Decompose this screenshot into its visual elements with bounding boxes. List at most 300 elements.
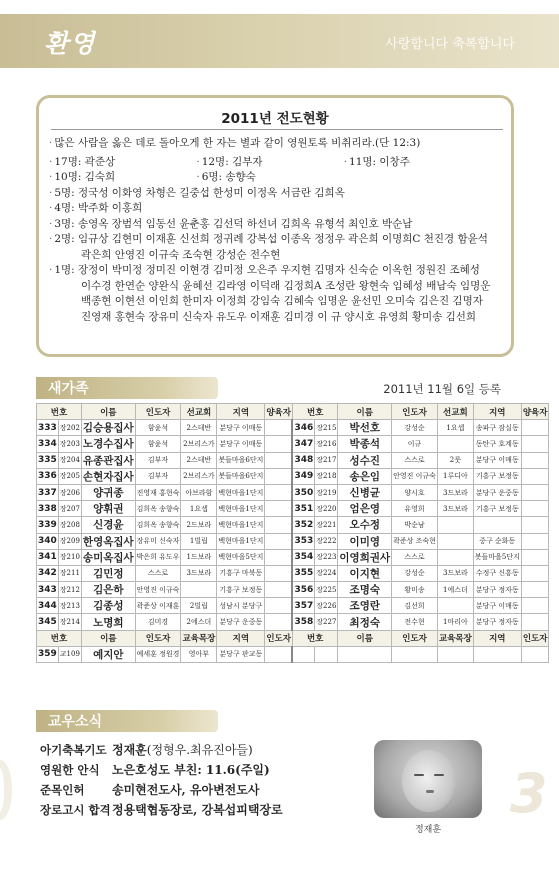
news-label: 아기축복기도 <box>40 743 107 757</box>
cell-caretaker <box>265 565 293 581</box>
col-header: 인도자 <box>392 404 438 420</box>
cell-guide: 김희옥 송향숙 <box>135 517 181 533</box>
cell-number: 338 <box>37 501 59 517</box>
cell-region: 봇들마을6단지 <box>217 468 265 484</box>
cell-name: 송은임 <box>338 468 392 484</box>
table-row <box>37 468 549 484</box>
ranking-row-2 <box>49 170 505 186</box>
table-header-row <box>37 630 549 646</box>
title-divider <box>51 129 503 130</box>
bullet-icon: · <box>49 264 53 276</box>
cell-guide: 곽준상 이재훈 <box>135 598 181 614</box>
bullet-icon: · <box>49 186 53 199</box>
ranking-line <box>49 263 505 279</box>
cell-caretaker <box>521 468 549 484</box>
cell-code: 장222 <box>315 533 338 549</box>
cell-caretaker <box>265 517 293 533</box>
cell-code: 장220 <box>315 501 338 517</box>
cell-number: 342 <box>37 565 59 581</box>
ranking-line <box>49 310 505 326</box>
cell-code: 장227 <box>315 614 338 630</box>
table-row <box>37 484 549 500</box>
photo-caption: 정재훈 <box>414 825 442 835</box>
table-row <box>37 501 549 517</box>
cell-number: 359 <box>37 646 59 662</box>
col-header: 이름 <box>338 630 392 646</box>
cell-guide: 함윤석 <box>135 436 181 452</box>
cell-group <box>181 582 217 598</box>
cell-number: 347 <box>292 436 314 452</box>
col-header: 이름 <box>81 630 135 646</box>
cell-code: 장225 <box>315 582 338 598</box>
cell-group: 2드보라 <box>181 517 217 533</box>
cell-guide: 스스로 <box>392 549 438 565</box>
cell-caretaker <box>521 452 549 468</box>
evangelism-content <box>49 136 505 325</box>
cell-group: 1요셉 <box>181 501 217 517</box>
col-header: 선교회 <box>181 404 217 420</box>
cell-number: 339 <box>37 517 59 533</box>
cell-caretaker <box>521 420 549 436</box>
cell-group: 2브리스가 <box>181 436 217 452</box>
cell-group: 2스데반 <box>181 452 217 468</box>
cell-region: 기흥구 마북동 <box>217 565 265 581</box>
cell-code: 장217 <box>315 452 338 468</box>
cell-empty <box>338 646 392 662</box>
cell-region: 봇들마을5단지 <box>473 549 521 565</box>
cell-caretaker <box>521 436 549 452</box>
cell-code: 장211 <box>58 565 81 581</box>
col-header: 인도자 <box>265 630 293 646</box>
col-header: 번호 <box>292 404 337 420</box>
header-slogan: 사랑합니다 축복합니다 <box>385 37 515 52</box>
bullet-icon: · <box>49 137 53 149</box>
cell-guide: 곽준상 조숙현 <box>392 533 438 549</box>
cell-guide: 박은희 유도우 <box>135 549 181 565</box>
cell-guide: 황미송 <box>392 582 438 598</box>
cell-caretaker <box>521 517 549 533</box>
cell-caretaker <box>265 484 293 500</box>
ranking-line <box>49 232 505 248</box>
col-header: 인도자 <box>521 630 549 646</box>
ranking-line <box>49 248 505 264</box>
cell-name: 성수진 <box>338 452 392 468</box>
news-value: 노은호성도 부친: 11.6(주일) <box>112 763 270 777</box>
cell-caretaker <box>521 565 549 581</box>
col-header: 번호 <box>37 404 82 420</box>
page-number-decoration <box>0 760 12 820</box>
cell-name: 양휘권 <box>81 501 135 517</box>
cell-region <box>473 517 521 533</box>
mouth-shape <box>426 790 434 793</box>
table-row <box>37 436 549 452</box>
cell-guide: 안영진 이규숙 <box>135 582 181 598</box>
cell-caretaker <box>521 549 549 565</box>
cell-caretaker <box>265 501 293 517</box>
table-body <box>37 420 549 630</box>
cell-caretaker <box>521 614 549 630</box>
table-row <box>37 565 549 581</box>
cell-name: 예지안 <box>81 646 135 662</box>
cell-guide: 장유미 신숙자 <box>135 533 181 549</box>
news-list <box>40 740 283 820</box>
bullet-icon: · <box>49 233 53 245</box>
bullet-icon: · <box>49 217 53 230</box>
cell-name: 김은하 <box>81 582 135 598</box>
cell-name: 최정숙 <box>338 614 392 630</box>
ranking-line-text: 진영재 홍현숙 장유미 신숙자 유도우 이재훈 김미경 이 규 양시호 유영희 황미송 김선희 <box>81 310 477 323</box>
ranking-line-text: 5명: 정국성 이화영 차형은 길중섭 한성미 이정옥 서금란 김희옥 <box>54 186 345 199</box>
cell-name: 조명숙 <box>338 582 392 598</box>
cell-empty <box>521 646 549 662</box>
cell-guide: 양시호 <box>392 484 438 500</box>
col-header: 교육목장 <box>181 630 217 646</box>
news-label: 장로고시 합격 <box>40 803 111 817</box>
cell-number: 354 <box>292 549 314 565</box>
news-item <box>40 780 283 800</box>
cell-region: 분당구 이매동 <box>217 436 265 452</box>
cell-group: 아브라함 <box>181 484 217 500</box>
baby-photo <box>374 740 482 818</box>
bullet-icon: · <box>49 202 53 214</box>
news-value: 송미현전도사, 유아변전도사 <box>112 783 260 797</box>
news-value: 정용택협동장로, 강복섭피택장로 <box>112 803 283 817</box>
cell-number: 357 <box>292 598 314 614</box>
cell-group <box>437 549 473 565</box>
cell-number: 355 <box>292 565 314 581</box>
bullet-icon: · <box>343 155 348 168</box>
cell-caretaker <box>521 484 549 500</box>
cell-caretaker <box>265 598 293 614</box>
cell-guide: 스스로 <box>392 452 438 468</box>
cell-group: 3드보라 <box>181 565 217 581</box>
news-label: 준목인허 <box>40 783 85 797</box>
cell-number: 333 <box>37 420 59 436</box>
table-header-row <box>37 404 549 420</box>
cell-number: 350 <box>292 484 314 500</box>
cell-code: 장212 <box>58 582 81 598</box>
col-header: 선교회 <box>437 404 473 420</box>
cell-guide: 김미경 <box>135 614 181 630</box>
page-title: 환영 <box>44 29 97 58</box>
cell-caretaker <box>265 614 293 630</box>
table-row <box>37 614 549 630</box>
ranking-line <box>49 279 505 295</box>
cell-caretaker <box>265 468 293 484</box>
cell-code: 장226 <box>315 598 338 614</box>
col-header: 양육자 <box>521 404 549 420</box>
bullet-icon: · <box>49 171 53 183</box>
table-row <box>37 549 549 565</box>
ranking-line <box>49 186 505 202</box>
cell-code: 장216 <box>315 436 338 452</box>
new-family-section-bar <box>36 377 218 399</box>
cell-region: 봇들마을6단지 <box>217 452 265 468</box>
news-section-bar <box>36 710 218 732</box>
cell-name: 김민정 <box>81 565 135 581</box>
cell-number: 348 <box>292 452 314 468</box>
cell-name: 박종석 <box>338 436 392 452</box>
cell-caretaker <box>521 501 549 517</box>
cell-caretaker <box>265 436 293 452</box>
table-row <box>37 420 549 436</box>
bullet-icon: · <box>196 171 200 183</box>
ranking-line-text: 2명: 임규상 김현미 이재훈 신선희 정귀례 강복섭 이종옥 정정우 곽은희 이명희C 천진경 함윤석 <box>54 233 488 245</box>
page-number: 3 <box>510 762 548 825</box>
cell-caretaker <box>521 533 549 549</box>
ranking-line-text: 이수경 한연순 양완식 윤혜선 김라영 이덕래 김정희A 조성란 왕현숙 임혜성 배남숙 임명운 <box>81 279 491 292</box>
cell-group: 3드보라 <box>437 565 473 581</box>
cell-group: 영아부 <box>181 646 217 662</box>
cell-region: 분당구 이매동 <box>473 598 521 614</box>
cell-group <box>437 517 473 533</box>
cell-group: 1요셉 <box>437 420 473 436</box>
table-row <box>37 452 549 468</box>
cell-region: 분당구 정자동 <box>473 582 521 598</box>
cell-code: 교109 <box>58 646 81 662</box>
news-label: 영원한 안식 <box>40 763 100 777</box>
col-header: 지역 <box>217 404 265 420</box>
cell-group: 1에스더 <box>437 582 473 598</box>
cell-code: 장202 <box>58 420 81 436</box>
cell-guide: 박순남 <box>392 517 438 533</box>
cell-name: 한영옥집사 <box>81 533 135 549</box>
news-sub: (정형우.최유진아들) <box>146 743 253 757</box>
cell-region: 백현마을1단지 <box>217 517 265 533</box>
cell-caretaker <box>521 598 549 614</box>
evangelism-box <box>36 95 514 357</box>
cell-code: 장221 <box>315 517 338 533</box>
cell-name: 양귀종 <box>81 484 135 500</box>
cell-region: 분당구 판교동 <box>217 646 265 662</box>
cell-code: 장206 <box>58 484 81 500</box>
cell-number: 351 <box>292 501 314 517</box>
ranking-line-text: 백종현 이현선 이인희 한미자 이정희 강임숙 김혜숙 임명운 윤선민 오미숙 김은진 김명자 <box>81 295 483 307</box>
news-item <box>40 800 283 820</box>
cell-code: 장209 <box>58 533 81 549</box>
cell-region: 기흥구 보정동 <box>473 468 521 484</box>
cell-number: 336 <box>37 468 59 484</box>
cell-number: 340 <box>37 533 59 549</box>
cell-region: 송파구 잠실동 <box>473 420 521 436</box>
ranking-line-text: 3명: 송영옥 장범석 임동선 윤춘홍 김선덕 하선녀 김희옥 유형석 최인호 박순남 <box>54 217 413 230</box>
cell-code: 장218 <box>315 468 338 484</box>
cell-empty <box>315 646 338 662</box>
cell-guide: 스스로 <box>135 565 181 581</box>
cell-name: 노명희 <box>81 614 135 630</box>
cell-name: 손현자집사 <box>81 468 135 484</box>
cell-caretaker <box>521 582 549 598</box>
cell-region: 백현마을1단지 <box>217 533 265 549</box>
verse-row <box>49 136 505 152</box>
cell-number: 343 <box>37 582 59 598</box>
ranking-entry: 17명: 곽준상 <box>54 155 116 168</box>
cell-group: 1루디아 <box>437 468 473 484</box>
cell-group: 3드보라 <box>437 484 473 500</box>
cell-caretaker <box>265 452 293 468</box>
ranking-line <box>49 294 505 310</box>
cell-number: 345 <box>37 614 59 630</box>
cell-caretaker <box>265 549 293 565</box>
cell-code: 장224 <box>315 565 338 581</box>
cell-group: 2브리스가 <box>181 468 217 484</box>
cell-region: 중구 순화동 <box>473 533 521 549</box>
ranking-line-text: 곽은희 안영진 이규숙 조숙현 강성순 전수현 <box>81 248 281 261</box>
news-value: 정재훈 <box>112 743 147 757</box>
news-item <box>40 740 283 760</box>
cell-group: 2스데반 <box>181 420 217 436</box>
cell-guide: 전수현 <box>392 614 438 630</box>
cell-code: 장210 <box>58 549 81 565</box>
cell-code: 장205 <box>58 468 81 484</box>
table-row <box>37 598 549 614</box>
cell-caretaker <box>265 582 293 598</box>
cell-region: 수정구 신흥동 <box>473 565 521 581</box>
cell-region: 분당구 이매동 <box>217 420 265 436</box>
ranking-line <box>49 217 505 233</box>
section-title: 교우소식 <box>48 714 103 730</box>
ranking-entry: 11명: 이창주 <box>349 155 410 168</box>
col-header: 번호 <box>292 630 337 646</box>
cell-number: 349 <box>292 468 314 484</box>
bullet-icon: · <box>196 155 200 168</box>
col-header: 지역 <box>473 630 521 646</box>
cell-group <box>437 436 473 452</box>
cell-guide: 김희옥 송향숙 <box>135 501 181 517</box>
cell-group: 1마리아 <box>437 614 473 630</box>
cell-group: 2에스더 <box>181 614 217 630</box>
cell-name: 유종관집사 <box>81 452 135 468</box>
col-header: 인도자 <box>135 404 181 420</box>
cell-region: 분당구 이매동 <box>473 452 521 468</box>
cell-region: 백현마을1단지 <box>217 484 265 500</box>
cell-group: 1빌립 <box>181 533 217 549</box>
cell-caretaker <box>265 420 293 436</box>
col-header: 양육자 <box>265 404 293 420</box>
cell-number: 356 <box>292 582 314 598</box>
cell-number: 346 <box>292 420 314 436</box>
col-header: 인도자 <box>392 630 438 646</box>
cell-region: 성남시 분당구 <box>217 598 265 614</box>
cell-empty <box>473 646 521 662</box>
col-header: 교육목장 <box>437 630 473 646</box>
cell-name: 이영희권사 <box>338 549 392 565</box>
cell-name: 엄은영 <box>338 501 392 517</box>
cell-caretaker <box>265 533 293 549</box>
cell-region: 기흥구 보정동 <box>217 582 265 598</box>
cell-guide: 이규 <box>392 436 438 452</box>
col-header: 지역 <box>473 404 521 420</box>
cell-guide: 김선희 <box>392 598 438 614</box>
ranking-line <box>49 201 505 217</box>
table-row <box>37 517 549 533</box>
cell-group <box>437 533 473 549</box>
cell-guide: 진영재 홍현숙 <box>135 484 181 500</box>
cell-guide: 강성순 <box>392 420 438 436</box>
cell-code: 장213 <box>58 598 81 614</box>
cell-number: 344 <box>37 598 59 614</box>
cell-empty <box>292 646 314 662</box>
cell-region: 분당구 운중동 <box>217 614 265 630</box>
cell-name: 신경윤 <box>81 517 135 533</box>
cell-group: 2빌립 <box>181 598 217 614</box>
table-row <box>37 582 549 598</box>
cell-name: 신병균 <box>338 484 392 500</box>
news-item <box>40 760 283 780</box>
verse-text: 많은 사람을 옳은 데로 돌아오게 한 자는 별과 같이 영원토록 비취리라.(단 12:3) <box>54 137 421 149</box>
cell-name: 김종성 <box>81 598 135 614</box>
cell-guide: 예세훈 정원경 <box>135 646 181 662</box>
registration-date: 2011년 11월 6일 등록 <box>383 382 501 396</box>
cell-number: 352 <box>292 517 314 533</box>
cell-region: 동탄구 호계동 <box>473 436 521 452</box>
cell-name: 이지현 <box>338 565 392 581</box>
cell-region: 백현마을5단지 <box>217 549 265 565</box>
evangelism-title: 2011년 전도현황 <box>221 111 329 127</box>
cell-code: 장215 <box>315 420 338 436</box>
cell-region: 백현마을1단지 <box>217 501 265 517</box>
header-band <box>0 14 559 68</box>
cell-name: 김승용집사 <box>81 420 135 436</box>
cell-empty <box>437 646 473 662</box>
cell-number: 335 <box>37 452 59 468</box>
eye-shape <box>434 774 444 776</box>
cell-region: 분당구 정자동 <box>473 614 521 630</box>
col-header: 이름 <box>338 404 392 420</box>
cell-code: 장203 <box>58 436 81 452</box>
ranking-entry: 6명: 송향숙 <box>201 171 256 183</box>
ranking-entry: 10명: 김숙희 <box>54 171 116 183</box>
eye-shape <box>414 774 424 776</box>
cell-name: 이미영 <box>338 533 392 549</box>
col-header: 번호 <box>37 630 82 646</box>
baby-face <box>402 750 456 812</box>
cell-guide: 김부자 <box>135 452 181 468</box>
cell-guide: 유영희 <box>392 501 438 517</box>
cell-group <box>437 598 473 614</box>
section-title: 새가족 <box>48 381 89 397</box>
cell-name: 오수정 <box>338 517 392 533</box>
cell-number: 341 <box>37 549 59 565</box>
ranking-line-text: 1명: 장정이 박미정 정미진 이현경 김미정 오은주 우지현 김명자 신숙순 이옥헌 정원진 조혜성 <box>54 264 480 276</box>
col-header: 인도자 <box>135 630 181 646</box>
cell-group: 3드보라 <box>437 501 473 517</box>
ranking-row-1 <box>49 155 505 171</box>
cell-name: 박선호 <box>338 420 392 436</box>
cell-name: 송미옥집사 <box>81 549 135 565</box>
col-header: 지역 <box>217 630 265 646</box>
cell-code: 장219 <box>315 484 338 500</box>
cell-name: 조영란 <box>338 598 392 614</box>
cell-group: 2룻 <box>437 452 473 468</box>
bullet-icon: · <box>49 155 53 168</box>
cell-region: 분당구 운중동 <box>473 484 521 500</box>
cell-code: 장208 <box>58 517 81 533</box>
cell-code: 장214 <box>58 614 81 630</box>
table-row <box>37 533 549 549</box>
ranking-line-text: 4명: 박주화 이홍희 <box>54 202 143 214</box>
cell-number: 334 <box>37 436 59 452</box>
cell-code: 장223 <box>315 549 338 565</box>
cell-name: 노경수집사 <box>81 436 135 452</box>
cell-guide: 김부자 <box>135 468 181 484</box>
cell-guide: 강성순 <box>392 565 438 581</box>
new-family-table <box>36 403 549 663</box>
cell-caretaker <box>265 646 293 662</box>
cell-group: 1드보라 <box>181 549 217 565</box>
cell-region: 기흥구 보정동 <box>473 501 521 517</box>
cell-guide: 안영진 이규숙 <box>392 468 438 484</box>
